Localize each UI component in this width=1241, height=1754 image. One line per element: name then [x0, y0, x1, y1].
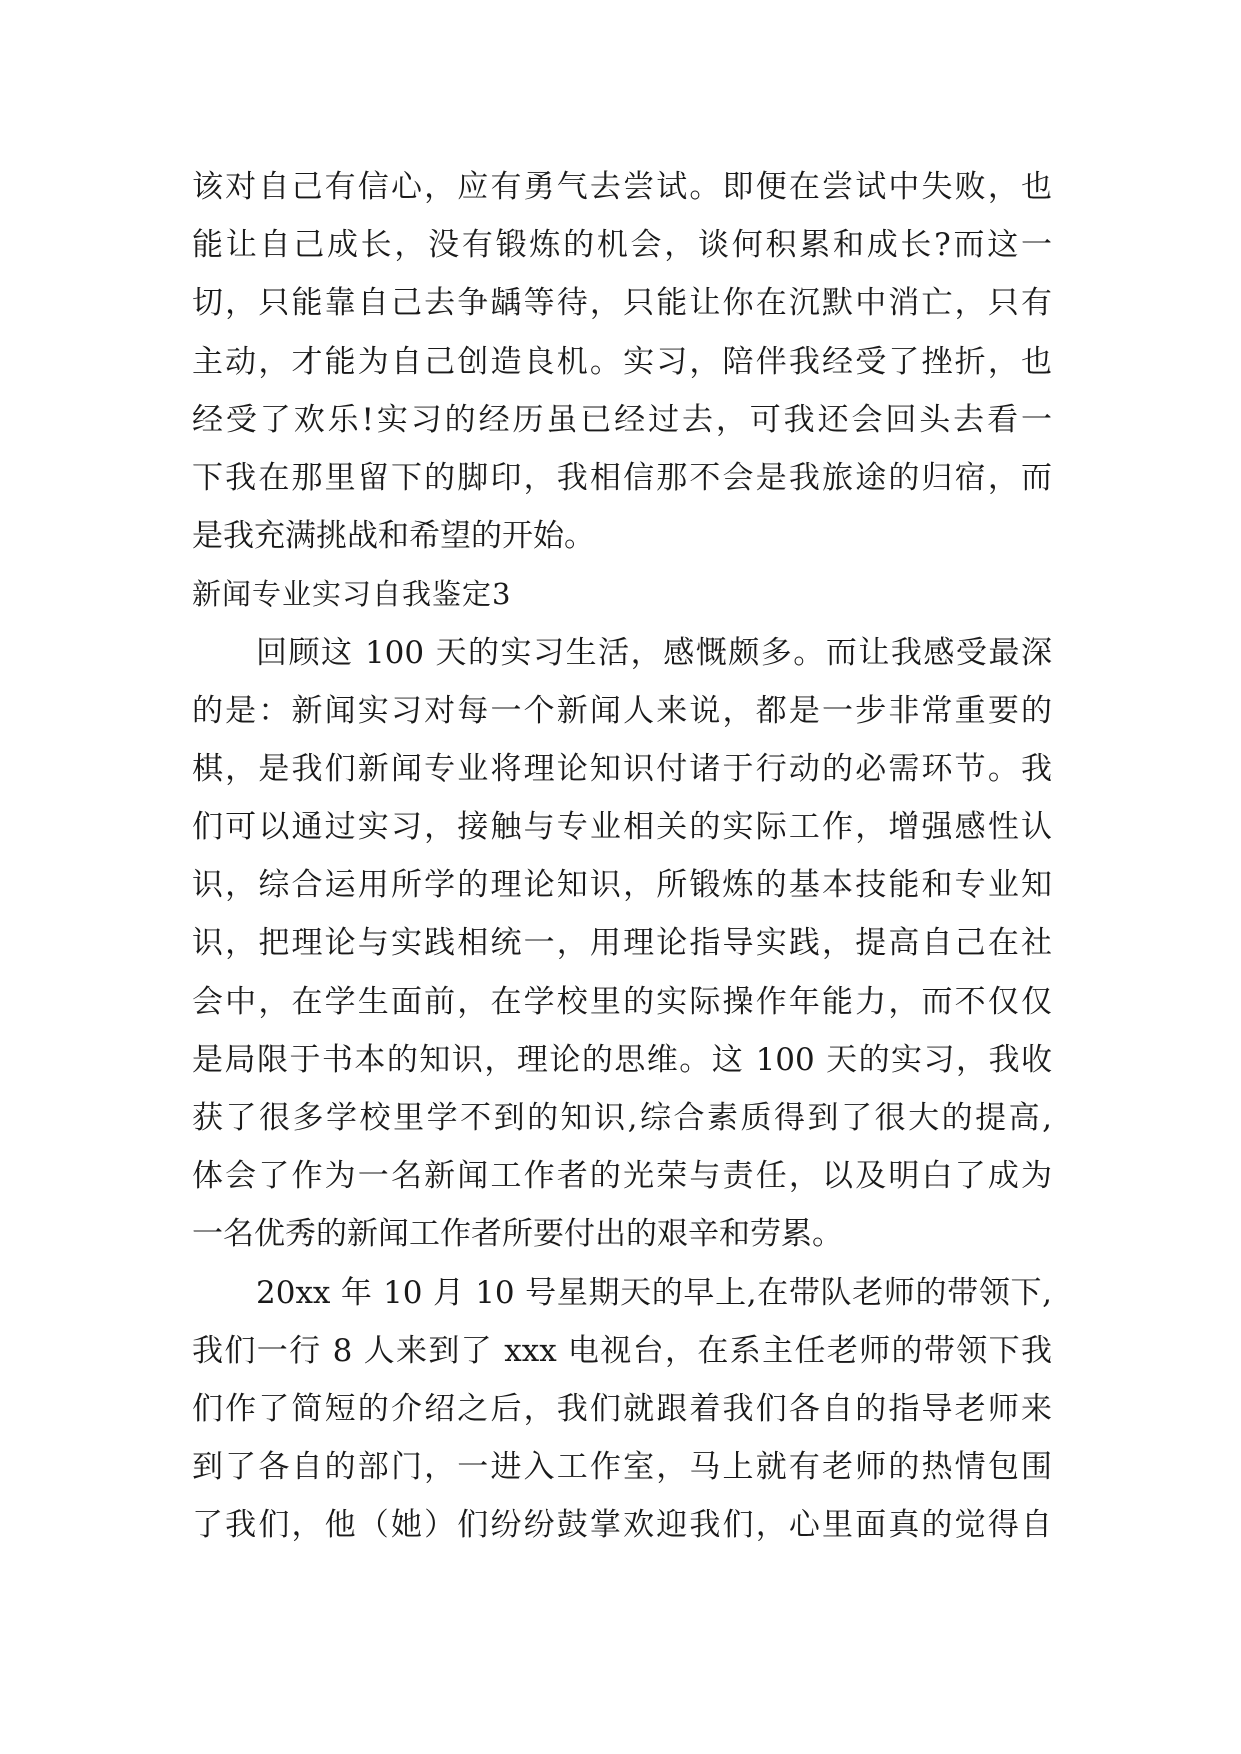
text-line: 会中，在学生面前，在学校里的实际操作年能力，而不仅仅	[192, 983, 1052, 1020]
paragraph-continued	[192, 158, 1052, 565]
document-body	[192, 158, 1052, 1555]
text-line: 的是：新闻实习对每一个新闻人来说，都是一步非常重要的	[192, 692, 1052, 729]
text-line: 20xx 年 10 月 10 号星期天的早上,在带队老师的带领下,	[256, 1274, 1052, 1311]
text-line: 回顾这 100 天的实习生活，感慨颇多。而让我感受最深	[256, 634, 1052, 671]
text-line: 我们一行 8 人来到了 xxx 电视台，在系主任老师的带领下我	[192, 1332, 1052, 1369]
text-line: 了我们，他（她）们纷纷鼓掌欢迎我们，心里面真的觉得自	[192, 1507, 1052, 1544]
paragraph-3	[192, 1264, 1052, 1555]
text-line: 下我在那里留下的脚印，我相信那不会是我旅途的归宿，而	[192, 459, 1052, 496]
text-line: 该对自己有信心，应有勇气去尝试。即便在尝试中失败，也	[192, 169, 1052, 205]
text-line: 主动，才能为自己创造良机。实习，陪伴我经受了挫折，也	[192, 343, 1052, 380]
text-line: 识，综合运用所学的理论知识，所锻炼的基本技能和专业知	[192, 867, 1052, 904]
text-line: 识，把理论与实践相统一，用理论指导实践，提高自己在社	[192, 925, 1052, 962]
text-line: 到了各自的部门，一进入工作室，马上就有老师的热情包围	[192, 1449, 1052, 1486]
text-line: 们可以通过实习，接触与专业相关的实际工作，增强感性认	[192, 809, 1052, 846]
text-line: 能让自己成长，没有锻炼的机会，谈何积累和成长?而这一	[192, 227, 1052, 264]
text-line: 们作了简短的介绍之后，我们就跟着我们各自的指导老师来	[192, 1390, 1052, 1427]
text-line: 是我充满挑战和希望的开始。	[192, 518, 595, 555]
paragraph-2	[192, 624, 1052, 1264]
section-title: 新闻专业实习自我鉴定3	[192, 577, 512, 612]
text-line: 经受了欢乐!实习的经历虽已经过去，可我还会回头去看一	[192, 401, 1052, 438]
text-line: 获了很多学校里学不到的知识,综合素质得到了很大的提高,	[192, 1100, 1052, 1136]
text-line: 切，只能靠自己去争龋等待，只能让你在沉默中消亡，只有	[192, 285, 1052, 322]
text-line: 是局限于书本的知识，理论的思维。这 100 天的实习，我收	[192, 1041, 1052, 1078]
text-line: 一名优秀的新闻工作者所要付出的艰辛和劳累。	[192, 1216, 843, 1253]
text-line: 棋，是我们新闻专业将理论知识付诸于行动的必需环节。我	[192, 750, 1052, 787]
text-line: 体会了作为一名新闻工作者的光荣与责任，以及明白了成为	[192, 1158, 1052, 1195]
